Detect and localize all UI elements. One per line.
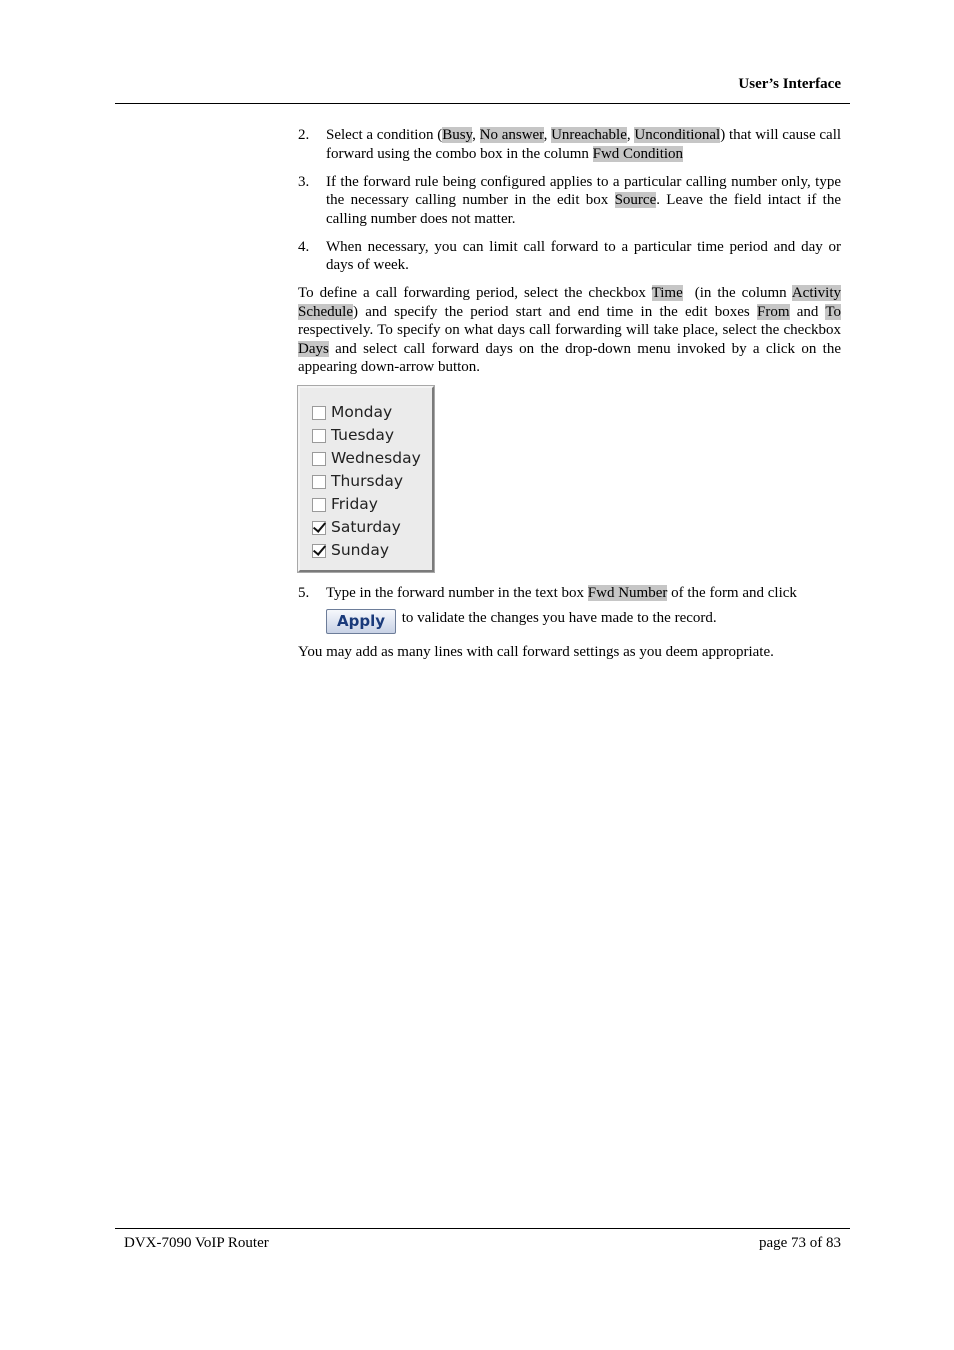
step-text: Select a condition ( [326, 127, 443, 143]
apply-button[interactable]: Apply [326, 609, 396, 634]
day-option-thursday[interactable] [312, 470, 432, 493]
step-text: of the form and click [667, 585, 797, 601]
day-label: Thursday [331, 472, 404, 491]
closing-paragraph: You may add as many lines with call forward settings as you deem appropriate. [298, 644, 774, 660]
day-label: Tuesday [331, 426, 395, 445]
day-option-friday[interactable] [312, 493, 432, 516]
step-text: , [472, 127, 480, 143]
day-label: Sunday [331, 541, 389, 560]
para-text: ) and specify the period start and end time in the edit boxes [352, 303, 757, 320]
para-text: and [789, 303, 826, 320]
step-text: If the forward rule being configured applies to a particular calling number only, type the necessary calling number in the edit box [326, 173, 841, 208]
header-rule [115, 103, 850, 104]
term-from: From [756, 303, 790, 320]
day-label: Friday [331, 495, 378, 514]
step-number: 4. [298, 238, 310, 255]
checkbox[interactable] [312, 452, 326, 466]
checkbox[interactable] [312, 498, 326, 512]
para-text: and select call forward days on the drop-down menu invoked by a click on the appearing down-arrow button. [298, 340, 841, 375]
days-dropdown-menu [298, 386, 434, 572]
day-option-sunday[interactable] [312, 539, 432, 562]
day-label: Wednesday [331, 449, 421, 468]
step-number: 3. [298, 173, 310, 190]
day-option-monday[interactable] [312, 401, 432, 424]
term-unreachable: Unreachable [551, 127, 627, 143]
step-text: , [626, 127, 635, 143]
step-text: , [543, 127, 552, 143]
day-option-tuesday[interactable] [312, 424, 432, 447]
step-number: 5. [298, 585, 310, 601]
step-text: . Leave the field intact if the calling number does not matter. [326, 192, 842, 227]
day-option-saturday[interactable] [312, 516, 432, 539]
term-days: Days [298, 340, 329, 357]
step-3 [298, 173, 841, 229]
checkbox-checked[interactable] [312, 544, 326, 558]
header-title: User’s Interface [738, 76, 841, 92]
footer-page-number: page 73 of 83 [758, 1235, 841, 1251]
para-text: (in the column [682, 285, 792, 301]
step-text: Type in the forward number in the text box [326, 585, 588, 601]
step-4 [298, 238, 841, 275]
term-source: Source [614, 192, 657, 208]
term-unconditional: Unconditional [634, 127, 721, 143]
period-paragraph [298, 284, 841, 377]
term-activity-schedule: Activity Schedule [298, 285, 841, 320]
step-2 [298, 126, 841, 163]
step-text: ) that will cause call forward using the combo box in the column [326, 127, 842, 162]
para-text: To define a call forwarding period, select the checkbox [298, 285, 652, 301]
footer-product: DVX-7090 VoIP Router [124, 1235, 269, 1251]
footer-rule [115, 1228, 850, 1229]
day-label: Saturday [331, 518, 401, 537]
term-fwd-number: Fwd Number [587, 585, 668, 601]
day-label: Monday [331, 403, 393, 422]
term-time: Time [651, 285, 683, 301]
page-content [298, 126, 841, 671]
para-text: respectively. To specify on what days call forwarding will take place, select the checkbox [298, 322, 841, 338]
checkbox[interactable] [312, 429, 326, 443]
term-busy: Busy [442, 127, 473, 143]
step-5 [298, 584, 841, 634]
term-to: To [825, 303, 841, 320]
checkbox[interactable] [312, 406, 326, 420]
step-number: 2. [298, 127, 310, 143]
step-text: When necessary, you can limit call forward to a particular time period and day or days of week. [326, 238, 841, 273]
term-fwd-condition: Fwd Condition [592, 145, 684, 162]
term-no-answer: No answer [479, 127, 544, 143]
checkbox[interactable] [312, 475, 326, 489]
step-text: to validate the changes you have made to the record. [398, 609, 717, 626]
day-option-wednesday[interactable] [312, 447, 432, 470]
checkbox-checked[interactable] [312, 521, 326, 535]
